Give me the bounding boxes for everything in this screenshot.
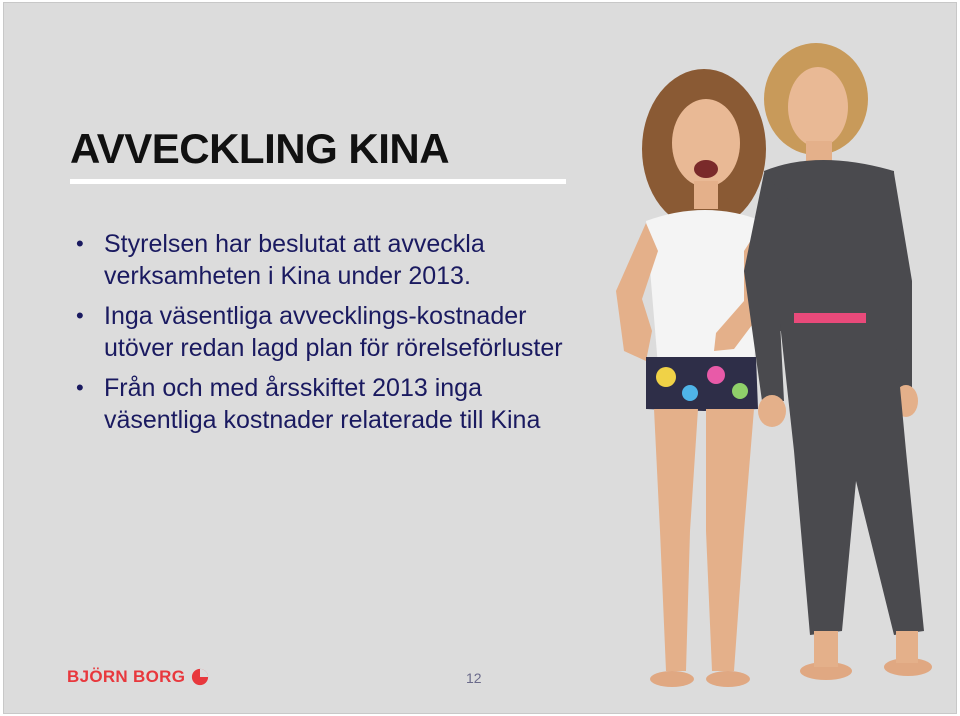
slide-title: AVVECKLING KINA: [70, 125, 450, 172]
bullet-item: • Inga väsentliga avvecklings-kostnader utöver redan lagd plan för rörelseförluster: [76, 302, 563, 362]
boy-figure: [744, 43, 932, 680]
girl-figure: [616, 69, 770, 687]
children-photo: [594, 31, 954, 714]
bullet-icon: •: [76, 375, 84, 400]
bullet-list: [72, 228, 592, 444]
bullet-item: • Från och med årsskiftet 2013 inga väsentliga kostnader relaterade till Kina: [76, 374, 541, 434]
page-number: 12: [466, 670, 482, 686]
bjorn-borg-logo: BJÖRN BORG: [67, 667, 209, 687]
bullet-icon: •: [76, 303, 84, 328]
title-underline: [70, 179, 566, 184]
brand-mark-icon: [191, 668, 209, 686]
slide: [3, 2, 957, 714]
bullet-icon: •: [76, 231, 84, 256]
bullet-item: • Styrelsen har beslutat att avveckla verksamheten i Kina under 2013.: [76, 230, 485, 290]
